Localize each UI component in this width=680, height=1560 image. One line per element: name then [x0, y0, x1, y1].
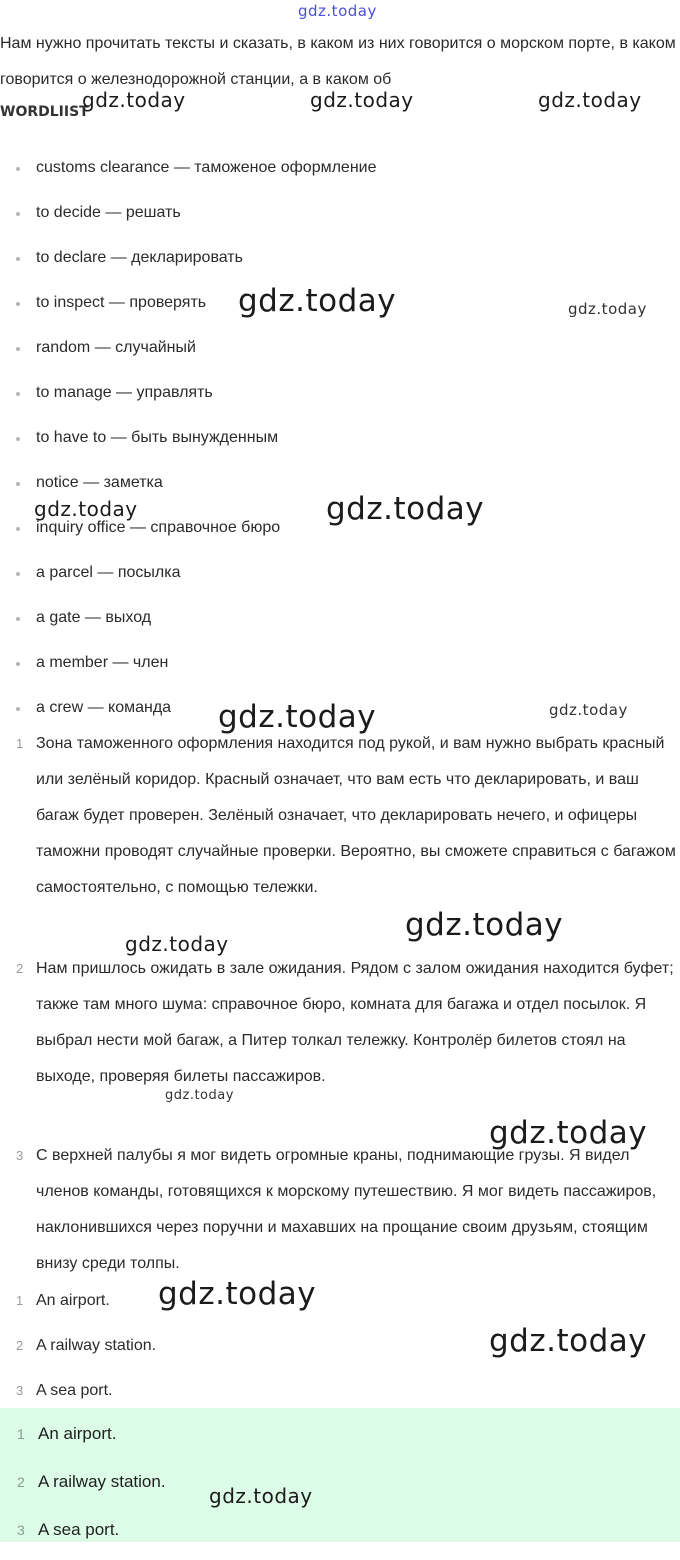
final-answer-list	[0, 1416, 680, 1560]
item-number: 3	[16, 1148, 24, 1163]
item-number: 1	[17, 1426, 25, 1442]
watermark: gdz.today	[568, 300, 647, 318]
list-item	[0, 420, 680, 465]
final-answer-item	[0, 1416, 680, 1464]
bullet-icon	[16, 347, 20, 351]
bullet-icon	[16, 212, 20, 216]
word-text: a parcel — посылка	[36, 564, 181, 581]
word-text: notice — заметка	[36, 474, 163, 491]
watermark: gdz.today	[549, 701, 628, 719]
answer-text: A sea port.	[36, 1382, 113, 1399]
paragraph-text: Нам пришлось ожидать в зале ожидания. Рядом с залом ожидания находится буфет; также там много шума: справочное бюро, комната для багажа и отдел посылок. Я выбрал нести мой багаж, а Питер толкал тележку. Контролёр билетов стоял на выходе, проверяя билеты пассажиров.	[36, 960, 674, 1085]
watermark: gdz.today	[298, 2, 377, 20]
bullet-icon	[16, 527, 20, 531]
watermark: gdz.today	[125, 932, 229, 956]
item-number: 3	[16, 1383, 24, 1398]
watermark: gdz.today	[538, 88, 642, 112]
list-item	[0, 150, 680, 195]
word-text: to declare — декларировать	[36, 249, 243, 266]
paragraph-text: Зона таможенного оформления находится под рукой, и вам нужно выбрать красный или зелёный коридор. Красный означает, что вам есть что декларировать, и ваш багаж будет проверен. Зелёный означает, что декларировать нечего, и офицеры таможни проводят случайные проверки. Вероятно, вы сможете справиться с багажом самостоятельно, с помощью тележки.	[36, 735, 676, 896]
list-item	[0, 195, 680, 240]
final-answer-text: An airport.	[38, 1424, 117, 1443]
watermark: gdz.today	[326, 491, 485, 527]
bullet-icon	[16, 482, 20, 486]
word-text: random — случайный	[36, 339, 196, 356]
watermark: gdz.today	[218, 699, 377, 735]
watermark: gdz.today	[489, 1323, 648, 1359]
list-item	[0, 555, 680, 600]
paragraph-item	[0, 951, 680, 1138]
bullet-icon	[16, 707, 20, 711]
item-number: 1	[16, 1293, 24, 1308]
watermark: gdz.today	[405, 907, 564, 943]
item-number: 2	[16, 961, 24, 976]
word-text: to manage — управлять	[36, 384, 213, 401]
list-item	[0, 240, 680, 285]
paragraph-item	[0, 726, 680, 951]
item-number: 3	[17, 1522, 25, 1538]
item-number: 1	[16, 736, 24, 751]
word-text: inquiry office — справочное бюро	[36, 519, 281, 536]
bullet-icon	[16, 662, 20, 666]
final-answer-box	[0, 1408, 680, 1542]
bullet-icon	[16, 302, 20, 306]
answer-text: An airport.	[36, 1292, 110, 1309]
final-answer-text: A railway station.	[38, 1472, 166, 1491]
bullet-icon	[16, 617, 20, 621]
final-answer-item	[0, 1512, 680, 1560]
final-answer-text: A sea port.	[38, 1520, 120, 1539]
list-item	[0, 330, 680, 375]
watermark: gdz.today	[209, 1484, 313, 1508]
bullet-icon	[16, 437, 20, 441]
word-text: customs clearance — таможеное оформление	[36, 159, 377, 176]
bullet-icon	[16, 257, 20, 261]
word-text: to decide — решать	[36, 204, 181, 221]
list-item	[0, 645, 680, 690]
watermark: gdz.today	[82, 88, 186, 112]
watermark: gdz.today	[489, 1115, 648, 1151]
list-item	[0, 375, 680, 420]
translation-paragraphs	[0, 726, 680, 1288]
wordlist-heading: WORDLIIST	[0, 104, 89, 120]
watermark: gdz.today	[238, 283, 397, 319]
item-number: 2	[16, 1338, 24, 1353]
watermark: gdz.today	[158, 1276, 317, 1312]
watermark: gdz.today	[165, 1088, 234, 1103]
word-text: a gate — выход	[36, 609, 152, 626]
word-text: a crew — команда	[36, 699, 172, 716]
bullet-icon	[16, 572, 20, 576]
wordlist	[0, 150, 680, 735]
word-text: a member — член	[36, 654, 169, 671]
watermark: gdz.today	[34, 497, 138, 521]
answer-item	[0, 1283, 680, 1328]
word-text: to have to — быть вынужденным	[36, 429, 279, 446]
bullet-icon	[16, 392, 20, 396]
watermark: gdz.today	[310, 88, 414, 112]
paragraph-item	[0, 1138, 680, 1288]
word-text: to inspect — проверять	[36, 294, 207, 311]
final-answer-item	[0, 1464, 680, 1512]
answer-text: A railway station.	[36, 1337, 157, 1354]
paragraph-text: С верхней палубы я мог видеть огромные краны, поднимающие грузы. Я видел членов команды, готовящихся к морскому путешествию. Я мог видеть пассажиров, наклонившихся через поручни и махавших на прощание своим друзьям, стоящим внизу среди толпы.	[36, 1147, 657, 1272]
bullet-icon	[16, 167, 20, 171]
item-number: 2	[17, 1474, 25, 1490]
list-item	[0, 600, 680, 645]
intro-text: Нам нужно прочитать тексты и сказать, в каком из них говорится о морском порте, в каком говорится о железнодорожной станции, а в каком об	[0, 35, 676, 88]
